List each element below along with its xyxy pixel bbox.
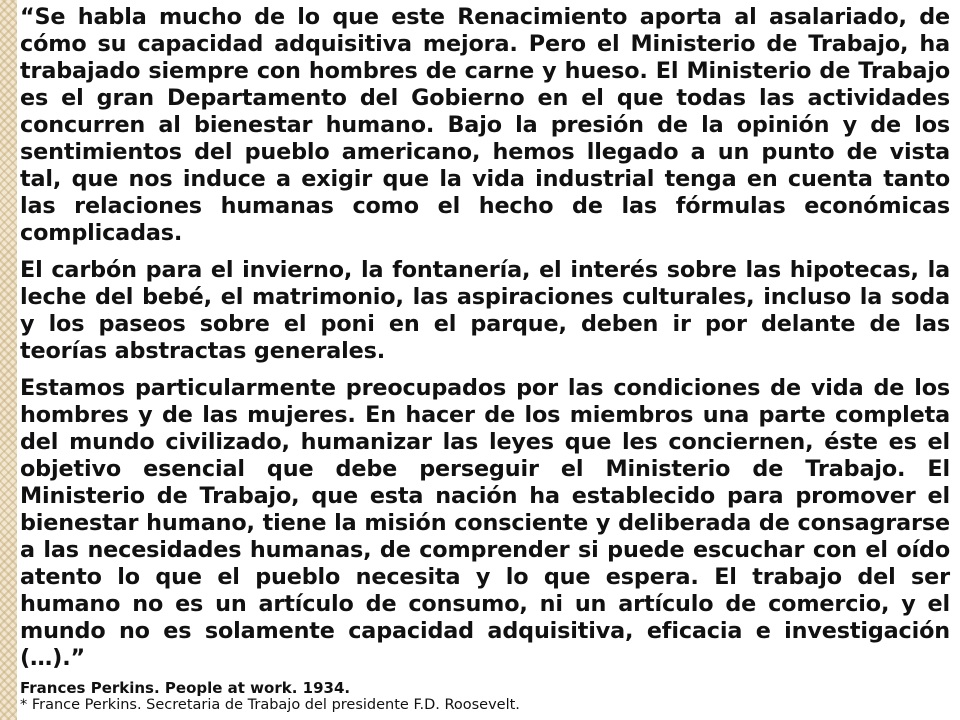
source-citation: Frances Perkins. People at work. 1934. <box>20 679 351 697</box>
quote-paragraph-1: “Se habla mucho de lo que este Renacimiento aporta al asalariado, de cómo su capacidad adquisitiva mejora. Pero el Ministerio de Trabajo, ha trabajado siempre con hombres de carne y hueso. El Ministerio de Trabajo es el gran Departamento del Gobierno en el que todas las actividades concurren al bienestar humano. Bajo la presión de la opinión y de los sentimientos del pueblo americano, hemos llegado a un punto de vista tal, que nos induce a exigir que la vida industrial tenga en cuenta tanto las relaciones humanas como el hecho de las fórmulas económicas complicadas. <box>20 4 950 246</box>
decorative-side-stripe <box>0 0 17 720</box>
quote-body <box>20 4 950 682</box>
footnote: * France Perkins. Secretaria de Trabajo del presidente F.D. Roosevelt. <box>20 697 520 713</box>
quote-paragraph-2: El carbón para el invierno, la fontanería, el interés sobre las hipotecas, la leche del bebé, el matrimonio, las aspiraciones culturales, incluso la soda y los paseos sobre el poni en el parque, deben ir por delante de las teorías abstractas generales. <box>20 257 950 364</box>
quote-paragraph-3: Estamos particularmente preocupados por las condiciones de vida de los hombres y de las mujeres. En hacer de los miembros una parte completa del mundo civilizado, humanizar las leyes que les conciernen, éste es el objetivo esencial que debe perseguir el Ministerio de Trabajo. El Ministerio de Trabajo, que esta nación ha establecido para promover el bienestar humano, tiene la misión consciente y deliberada de consagrarse a las necesidades humanas, de comprender si puede escuchar con el oído atento lo que el pueblo necesita y lo que espera. El trabajo del ser humano no es un artículo de consumo, ni un artículo de comercio, y el mundo no es solamente capacidad adquisitiva, eficacia e investigación (…).” <box>20 375 950 671</box>
